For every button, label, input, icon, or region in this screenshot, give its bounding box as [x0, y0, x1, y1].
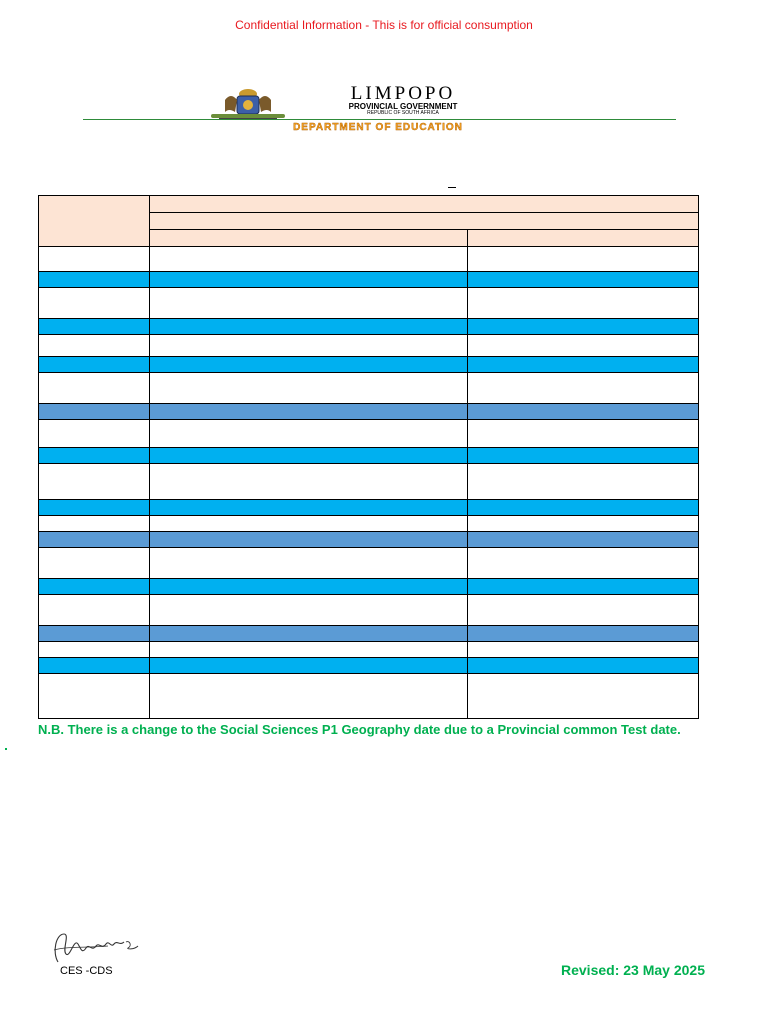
table-cell [468, 642, 699, 658]
table-cell [468, 230, 699, 247]
table-cell [150, 272, 468, 288]
table-row [39, 464, 699, 500]
table-cell [150, 247, 468, 272]
table-cell [150, 288, 468, 319]
table-cell [150, 516, 468, 532]
table-cell [468, 500, 699, 516]
table-cell [39, 548, 150, 579]
table-band-row [39, 357, 699, 373]
table-cell [150, 579, 468, 595]
table-cell [39, 579, 150, 595]
coat-of-arms-icon [205, 86, 291, 122]
table-cell [150, 595, 468, 626]
table-cell [150, 626, 468, 642]
table-cell [468, 448, 699, 464]
table-cell [150, 213, 699, 230]
table-cell [468, 658, 699, 674]
logo-subtitle: PROVINCIAL GOVERNMENT [348, 102, 458, 111]
table-cell [150, 532, 468, 548]
table-cell [468, 532, 699, 548]
table-cell [150, 448, 468, 464]
table-cell [468, 595, 699, 626]
table-band-row [39, 579, 699, 595]
table-cell [39, 464, 150, 500]
table-band-row [39, 658, 699, 674]
schedule-table [38, 195, 699, 719]
table-band-row [39, 272, 699, 288]
table-band-row [39, 500, 699, 516]
table-cell [468, 373, 699, 404]
table-cell [468, 464, 699, 500]
table-cell [39, 272, 150, 288]
table-cell [468, 579, 699, 595]
table-cell [39, 288, 150, 319]
nb-note: N.B. There is a change to the Social Sciences P1 Geography date due to a Provincial common Test date. [38, 722, 681, 737]
table-cell [150, 230, 468, 247]
table-cell [468, 272, 699, 288]
table-cell [39, 404, 150, 420]
table-cell [39, 595, 150, 626]
logo-country: REPUBLIC OF SOUTH AFRICA [367, 110, 439, 116]
table-cell [150, 335, 468, 357]
table-cell [39, 357, 150, 373]
table-cell [150, 658, 468, 674]
table-cell [150, 548, 468, 579]
table-cell [39, 373, 150, 404]
table-cell [468, 516, 699, 532]
signature-label: CES -CDS [60, 965, 113, 977]
table-cell [468, 674, 699, 719]
table-cell [468, 626, 699, 642]
table-cell [39, 626, 150, 642]
table-cell [468, 335, 699, 357]
table-cell [468, 548, 699, 579]
table-row [39, 516, 699, 532]
table-band-row [39, 448, 699, 464]
table-row [39, 674, 699, 719]
table-cell [150, 642, 468, 658]
table-cell [468, 319, 699, 335]
table-cell [468, 420, 699, 448]
table-row [39, 548, 699, 579]
table-cell [39, 516, 150, 532]
revised-date: Revised: 23 May 2025 [561, 962, 705, 978]
table-cell [150, 319, 468, 335]
table-cell [468, 288, 699, 319]
table-cell [150, 464, 468, 500]
table-row [39, 595, 699, 626]
table-cell [150, 404, 468, 420]
table-band-row [39, 532, 699, 548]
table-cell [39, 658, 150, 674]
table-band-row [39, 626, 699, 642]
table-cell [39, 319, 150, 335]
table-cell [468, 404, 699, 420]
table-cell [39, 448, 150, 464]
table-row [39, 420, 699, 448]
table-cell [150, 357, 468, 373]
table-row [39, 642, 699, 658]
table-row [39, 288, 699, 319]
table-band-row [39, 404, 699, 420]
table-cell [39, 532, 150, 548]
table-cell [468, 357, 699, 373]
table-cell [150, 674, 468, 719]
table-cell [39, 500, 150, 516]
table-row [39, 335, 699, 357]
table-row [39, 247, 699, 272]
logo-title: LIMPOPO [350, 83, 456, 104]
table-row [39, 373, 699, 404]
limpopo-logo [205, 84, 515, 144]
table-cell [39, 642, 150, 658]
table-cell [468, 247, 699, 272]
table-band-row [39, 319, 699, 335]
table-cell [150, 420, 468, 448]
title-dash [448, 187, 456, 188]
table-cell [150, 373, 468, 404]
table-cell [39, 247, 150, 272]
header-divider [83, 119, 676, 120]
department-name: DEPARTMENT OF EDUCATION [293, 122, 463, 133]
confidential-notice: Confidential Information - This is for official consumption [235, 18, 533, 32]
table-cell [150, 500, 468, 516]
table-cell [39, 335, 150, 357]
table-cell [150, 196, 699, 213]
stray-dot [5, 748, 7, 750]
table-cell [39, 196, 150, 247]
table-cell [39, 420, 150, 448]
table-header-row [39, 196, 699, 213]
signature-icon [48, 928, 142, 968]
table-cell [39, 674, 150, 719]
